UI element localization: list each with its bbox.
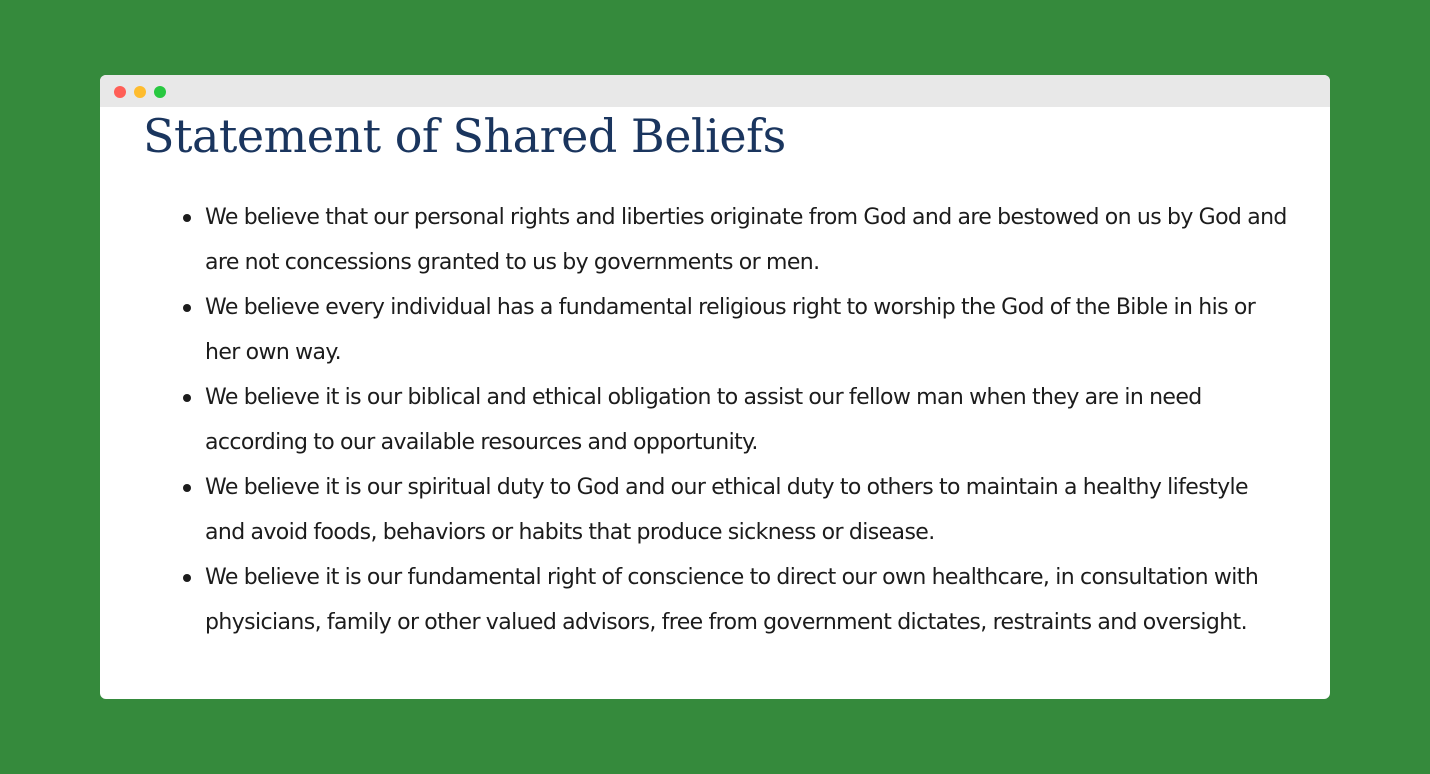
minimize-window-button[interactable] bbox=[134, 86, 146, 98]
list-item bbox=[205, 555, 1290, 645]
close-window-button[interactable] bbox=[114, 86, 126, 98]
belief-text: We believe it is our fundamental right of conscience to direct our own healthcare, in consultation with physicians, family or other valued advisors, free from government dictates, restraints and oversight. bbox=[205, 565, 1259, 635]
list-item bbox=[205, 195, 1290, 285]
bullet-icon bbox=[183, 304, 191, 312]
list-item bbox=[205, 375, 1290, 465]
belief-text: We believe it is our spiritual duty to God and our ethical duty to others to maintain a healthy lifestyle and avoid foods, behaviors or habits that produce sickness or disease. bbox=[205, 475, 1248, 545]
page-title: Statement of Shared Beliefs bbox=[143, 109, 786, 163]
bullet-icon bbox=[183, 394, 191, 402]
list-item bbox=[205, 285, 1290, 375]
belief-text: We believe that our personal rights and liberties originate from God and are bestowed on us by God and are not concessions granted to us by governments or men. bbox=[205, 205, 1287, 275]
bullet-icon bbox=[183, 574, 191, 582]
browser-window bbox=[100, 75, 1330, 699]
maximize-window-button[interactable] bbox=[154, 86, 166, 98]
list-item bbox=[205, 465, 1290, 555]
beliefs-list bbox=[205, 195, 1290, 645]
window-title-bar bbox=[100, 75, 1330, 107]
page-content bbox=[100, 107, 1330, 699]
belief-text: We believe every individual has a fundamental religious right to worship the God of the Bible in his or her own way. bbox=[205, 295, 1256, 365]
bullet-icon bbox=[183, 484, 191, 492]
belief-text: We believe it is our biblical and ethical obligation to assist our fellow man when they are in need according to our available resources and opportunity. bbox=[205, 385, 1202, 455]
bullet-icon bbox=[183, 214, 191, 222]
